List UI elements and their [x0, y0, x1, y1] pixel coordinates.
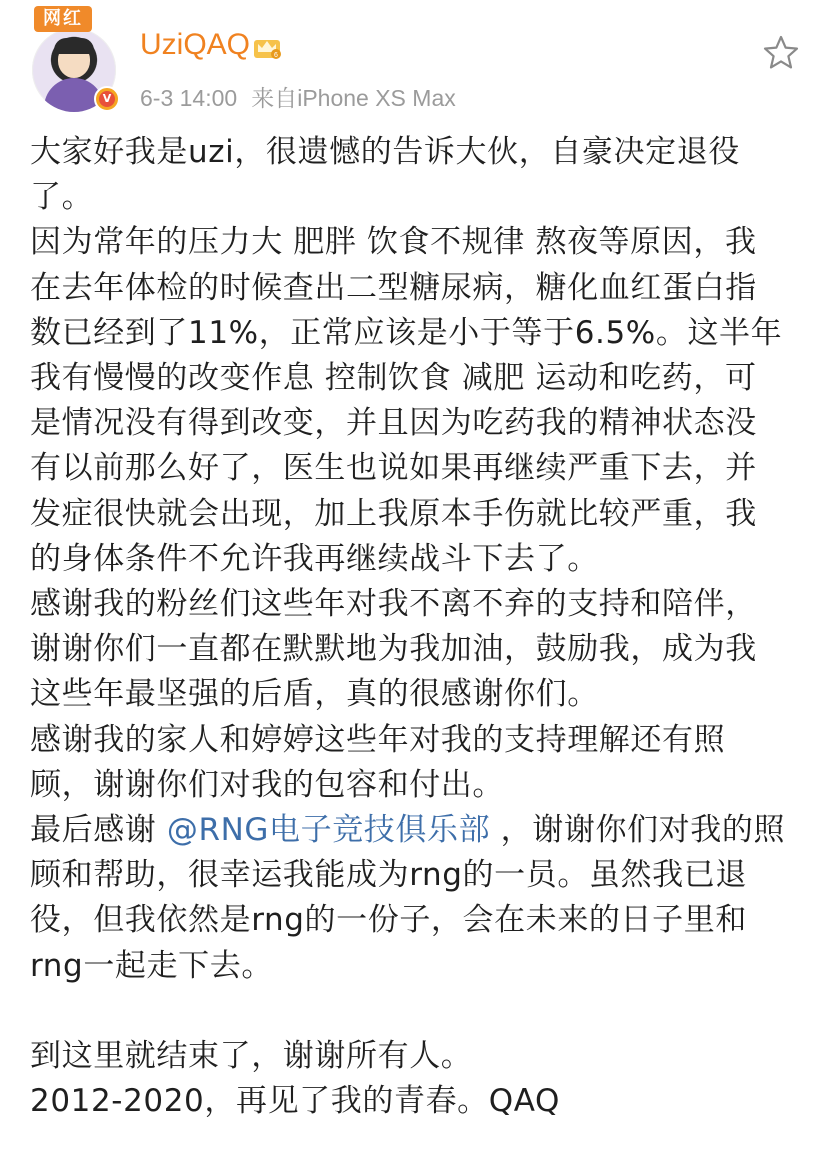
paragraph-reason: 因为常年的压力大 肥胖 饮食不规律 熬夜等原因，我 在去年体检的时候查出二型糖尿病，糖化血红蛋白指 数已经到了11%，正常应该是小于等于6.5%。这半年 我有慢慢的改变作息 控制饮食 减肥 运动和吃药，可 是情况没有得到改变，并且因为吃药我的精神状态没 有以前那么好了，医生也说如果再继续严重下去，并 发症很快就会出现，加上我原本手伤就比较严重，我 的身体条件不允许我再继续战斗下去了。 — [30, 224, 783, 577]
post-header — [0, 0, 828, 120]
thanks-club-suffix: ，谢谢你们对我的照 顾和帮助，很幸运我能成为rng的一员。虽然我已退 役，但我依然是rng的一份子，会在未来的日子里和 rng一起走下去。 — [30, 812, 786, 984]
club-mention-link[interactable]: @RNG电子竞技俱乐部 — [166, 812, 491, 849]
crown-badge-icon[interactable] — [252, 34, 282, 60]
paragraph-thanks-fans: 感谢我的粉丝们这些年对我不离不弃的支持和陪伴， 谢谢你们一直都在默默地为我加油，鼓励我，成为我 这些年最坚强的后盾，真的很感谢你们。 — [30, 586, 757, 713]
post-source[interactable]: 来自iPhone XS Max — [251, 85, 456, 111]
blank-line — [30, 989, 800, 1034]
post-meta — [140, 80, 456, 113]
author-name[interactable]: UziQAQ — [140, 28, 251, 61]
post-time: 6-3 14:00 — [140, 85, 238, 111]
post-body — [30, 130, 800, 1124]
paragraph-thanks-club — [30, 808, 800, 989]
paragraph-intro: 大家好我是uzi，很遗憾的告诉大伙，自豪决定退役 了。 — [30, 134, 740, 216]
paragraph-farewell: 到这里就结束了，谢谢所有人。 2012-2020，再见了我的青春。QAQ — [30, 1038, 561, 1120]
verified-mark: V — [99, 91, 115, 107]
star-outline-icon[interactable] — [762, 34, 800, 72]
paragraph-thanks-family: 感谢我的家人和婷婷这些年对我的支持理解还有照 顾，谢谢你们对我的包容和付出。 — [30, 721, 726, 803]
avatar-container[interactable] — [26, 6, 122, 110]
verified-badge-icon — [94, 86, 120, 112]
avatar-hair-shape — [54, 38, 94, 54]
thanks-club-prefix: 最后感谢 — [30, 812, 167, 849]
influencer-badge: 网红 — [34, 6, 92, 32]
svg-text:6: 6 — [274, 52, 278, 59]
